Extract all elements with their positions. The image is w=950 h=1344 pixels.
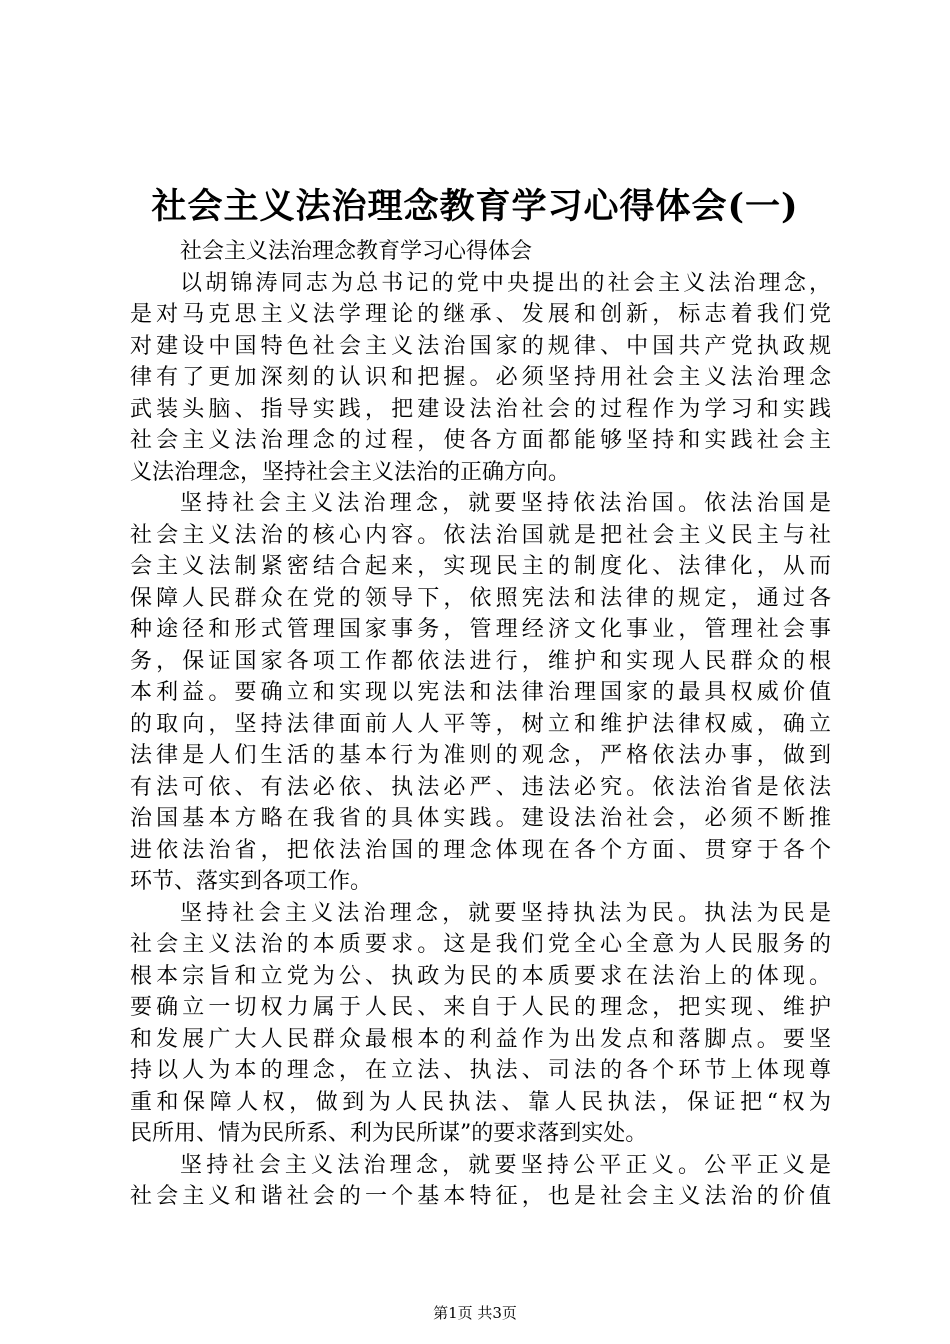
text-line: 武装头脑、指导实践，把建设法治社会的过程作为学习和实践 <box>130 396 831 422</box>
text-line: 持以人为本的理念，在立法、执法、司法的各个环节上体现尊 <box>130 1058 831 1083</box>
text-line: 是对马克思主义法学理论的继承、发展和创新，标志着我们党 <box>130 302 831 327</box>
text-line: 律有了更加深刻的认识和把握。必须坚持用社会主义法治理念 <box>130 365 831 390</box>
text-line: 和发展广大人民群众最根本的利益作为出发点和落脚点。要坚 <box>130 1026 831 1052</box>
text-line: 根本宗旨和立党为公、执政为民的本质要求在法治上的体现。 <box>130 963 831 989</box>
text-line: 法律是人们生活的基本行为准则的观念，严格依法办事，做到 <box>130 743 831 768</box>
text-line: 会主义法制紧密结合起来，实现民主的制度化、法律化，从而 <box>130 554 831 579</box>
text-line: 社会主义法治的核心内容。依法治国就是把社会主义民主与社 <box>130 522 831 548</box>
text-line: 务，保证国家各项工作都依法进行，维护和实现人民群众的根 <box>130 648 831 674</box>
document-subtitle: 社会主义法治理念教育学习心得体会 <box>180 239 533 264</box>
text-line: 民所用、情为民所系、利为民所谋”的要求落到实处。 <box>130 1121 648 1146</box>
text-line: 坚持社会主义法治理念，就要坚持执法为民。执法为民是 <box>180 900 831 926</box>
text-line: 坚持社会主义法治理念，就要坚持依法治国。依法治国是 <box>180 491 831 516</box>
text-line: 治国基本方略在我省的具体实践。建设法治社会，必须不断推 <box>130 806 831 831</box>
text-line: 环节、落实到各项工作。 <box>130 869 373 894</box>
text-line: 坚持社会主义法治理念，就要坚持公平正义。公平正义是 <box>180 1152 831 1178</box>
text-line: 社会主义和谐社会的一个基本特征，也是社会主义法治的价值 <box>130 1184 831 1209</box>
paragraph-lines <box>130 268 831 1213</box>
text-line: 进依法治省，把依法治国的理念体现在各个方面、贯穿于各个 <box>130 837 831 863</box>
text-line: 种途径和形式管理国家事务，管理经济文化事业，管理社会事 <box>130 617 831 642</box>
text-line: 保障人民群众在党的领导下，依照宪法和法律的规定，通过各 <box>130 585 831 611</box>
text-line: 社会主义法治理念的过程，使各方面都能够坚持和实践社会主 <box>130 428 831 453</box>
text-line: 义法治理念，坚持社会主义法治的正确方向。 <box>130 459 571 485</box>
text-line: 以胡锦涛同志为总书记的党中央提出的社会主义法治理念， <box>180 270 831 296</box>
document-body <box>130 236 831 1213</box>
text-line: 本利益。要确立和实现以宪法和法律治理国家的最具权威价值 <box>130 680 831 705</box>
text-line: 重和保障人权，做到为人民执法、靠人民执法，保证把“权为 <box>130 1089 831 1115</box>
document-title: 社会主义法治理念教育学习心得体会(一) <box>151 186 799 227</box>
text-line: 的取向，坚持法律面前人人平等，树立和维护法律权威，确立 <box>130 711 831 737</box>
text-line: 有法可依、有法必依、执法必严、违法必究。依法治省是依法 <box>130 774 831 800</box>
text-line: 对建设中国特色社会主义法治国家的规律、中国共产党执政规 <box>130 333 831 359</box>
page-footer: 第1页 共3页 <box>433 1304 517 1322</box>
text-line: 社会主义法治的本质要求。这是我们党全心全意为人民服务的 <box>130 932 831 957</box>
text-line: 要确立一切权力属于人民、来自于人民的理念，把实现、维护 <box>130 995 831 1020</box>
